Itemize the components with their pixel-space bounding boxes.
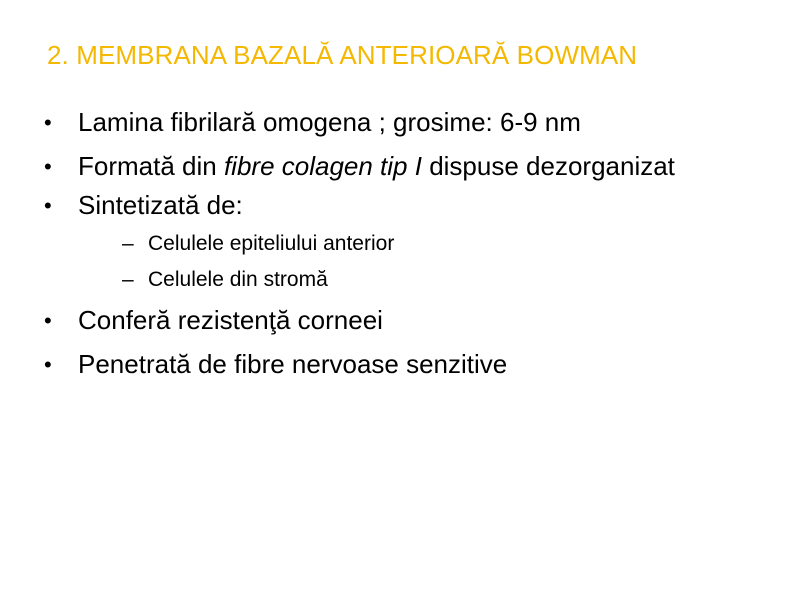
bullet-text: Lamina fibrilară omogena ; grosime: 6-9 nm <box>78 107 581 137</box>
bullet-marker: • <box>44 193 52 218</box>
bullet-text: Sintetizată de: <box>78 190 243 220</box>
bullet-text-italic: fibre colagen tip I <box>223 151 422 181</box>
bullet-marker: • <box>44 154 52 179</box>
sub-bullet-text: Celulele din stromă <box>148 268 328 291</box>
bullet-item-confera <box>44 302 744 339</box>
sub-bullet-marker: – <box>122 232 134 255</box>
sub-bullet-list <box>78 230 744 294</box>
bullet-marker: • <box>44 110 52 135</box>
bullet-text: Conferă rezistenţă corneei <box>78 305 383 335</box>
bullet-text: Penetrată de fibre nervoase senzitive <box>78 349 508 379</box>
slide-title: 2. MEMBRANA BAZALĂ ANTERIOARĂ BOWMAN <box>47 40 638 70</box>
sub-bullet-item-stroma <box>78 266 744 294</box>
bullet-item-sintetizata <box>44 187 744 294</box>
sub-bullet-marker: – <box>122 268 134 291</box>
sub-bullet-text: Celulele epiteliului anterior <box>148 232 395 255</box>
bullet-text-after: dispuse dezorganizat <box>421 151 675 181</box>
bullet-text-before: Formată din <box>78 151 224 181</box>
bullet-item-penetrata <box>44 346 744 383</box>
bullet-item-lamina <box>44 104 744 141</box>
sub-bullet-item-epiteliu <box>78 230 744 258</box>
bullet-item-formata <box>44 148 744 185</box>
bullet-marker: • <box>44 308 52 333</box>
bullet-marker: • <box>44 352 52 377</box>
bullet-list <box>44 104 744 390</box>
